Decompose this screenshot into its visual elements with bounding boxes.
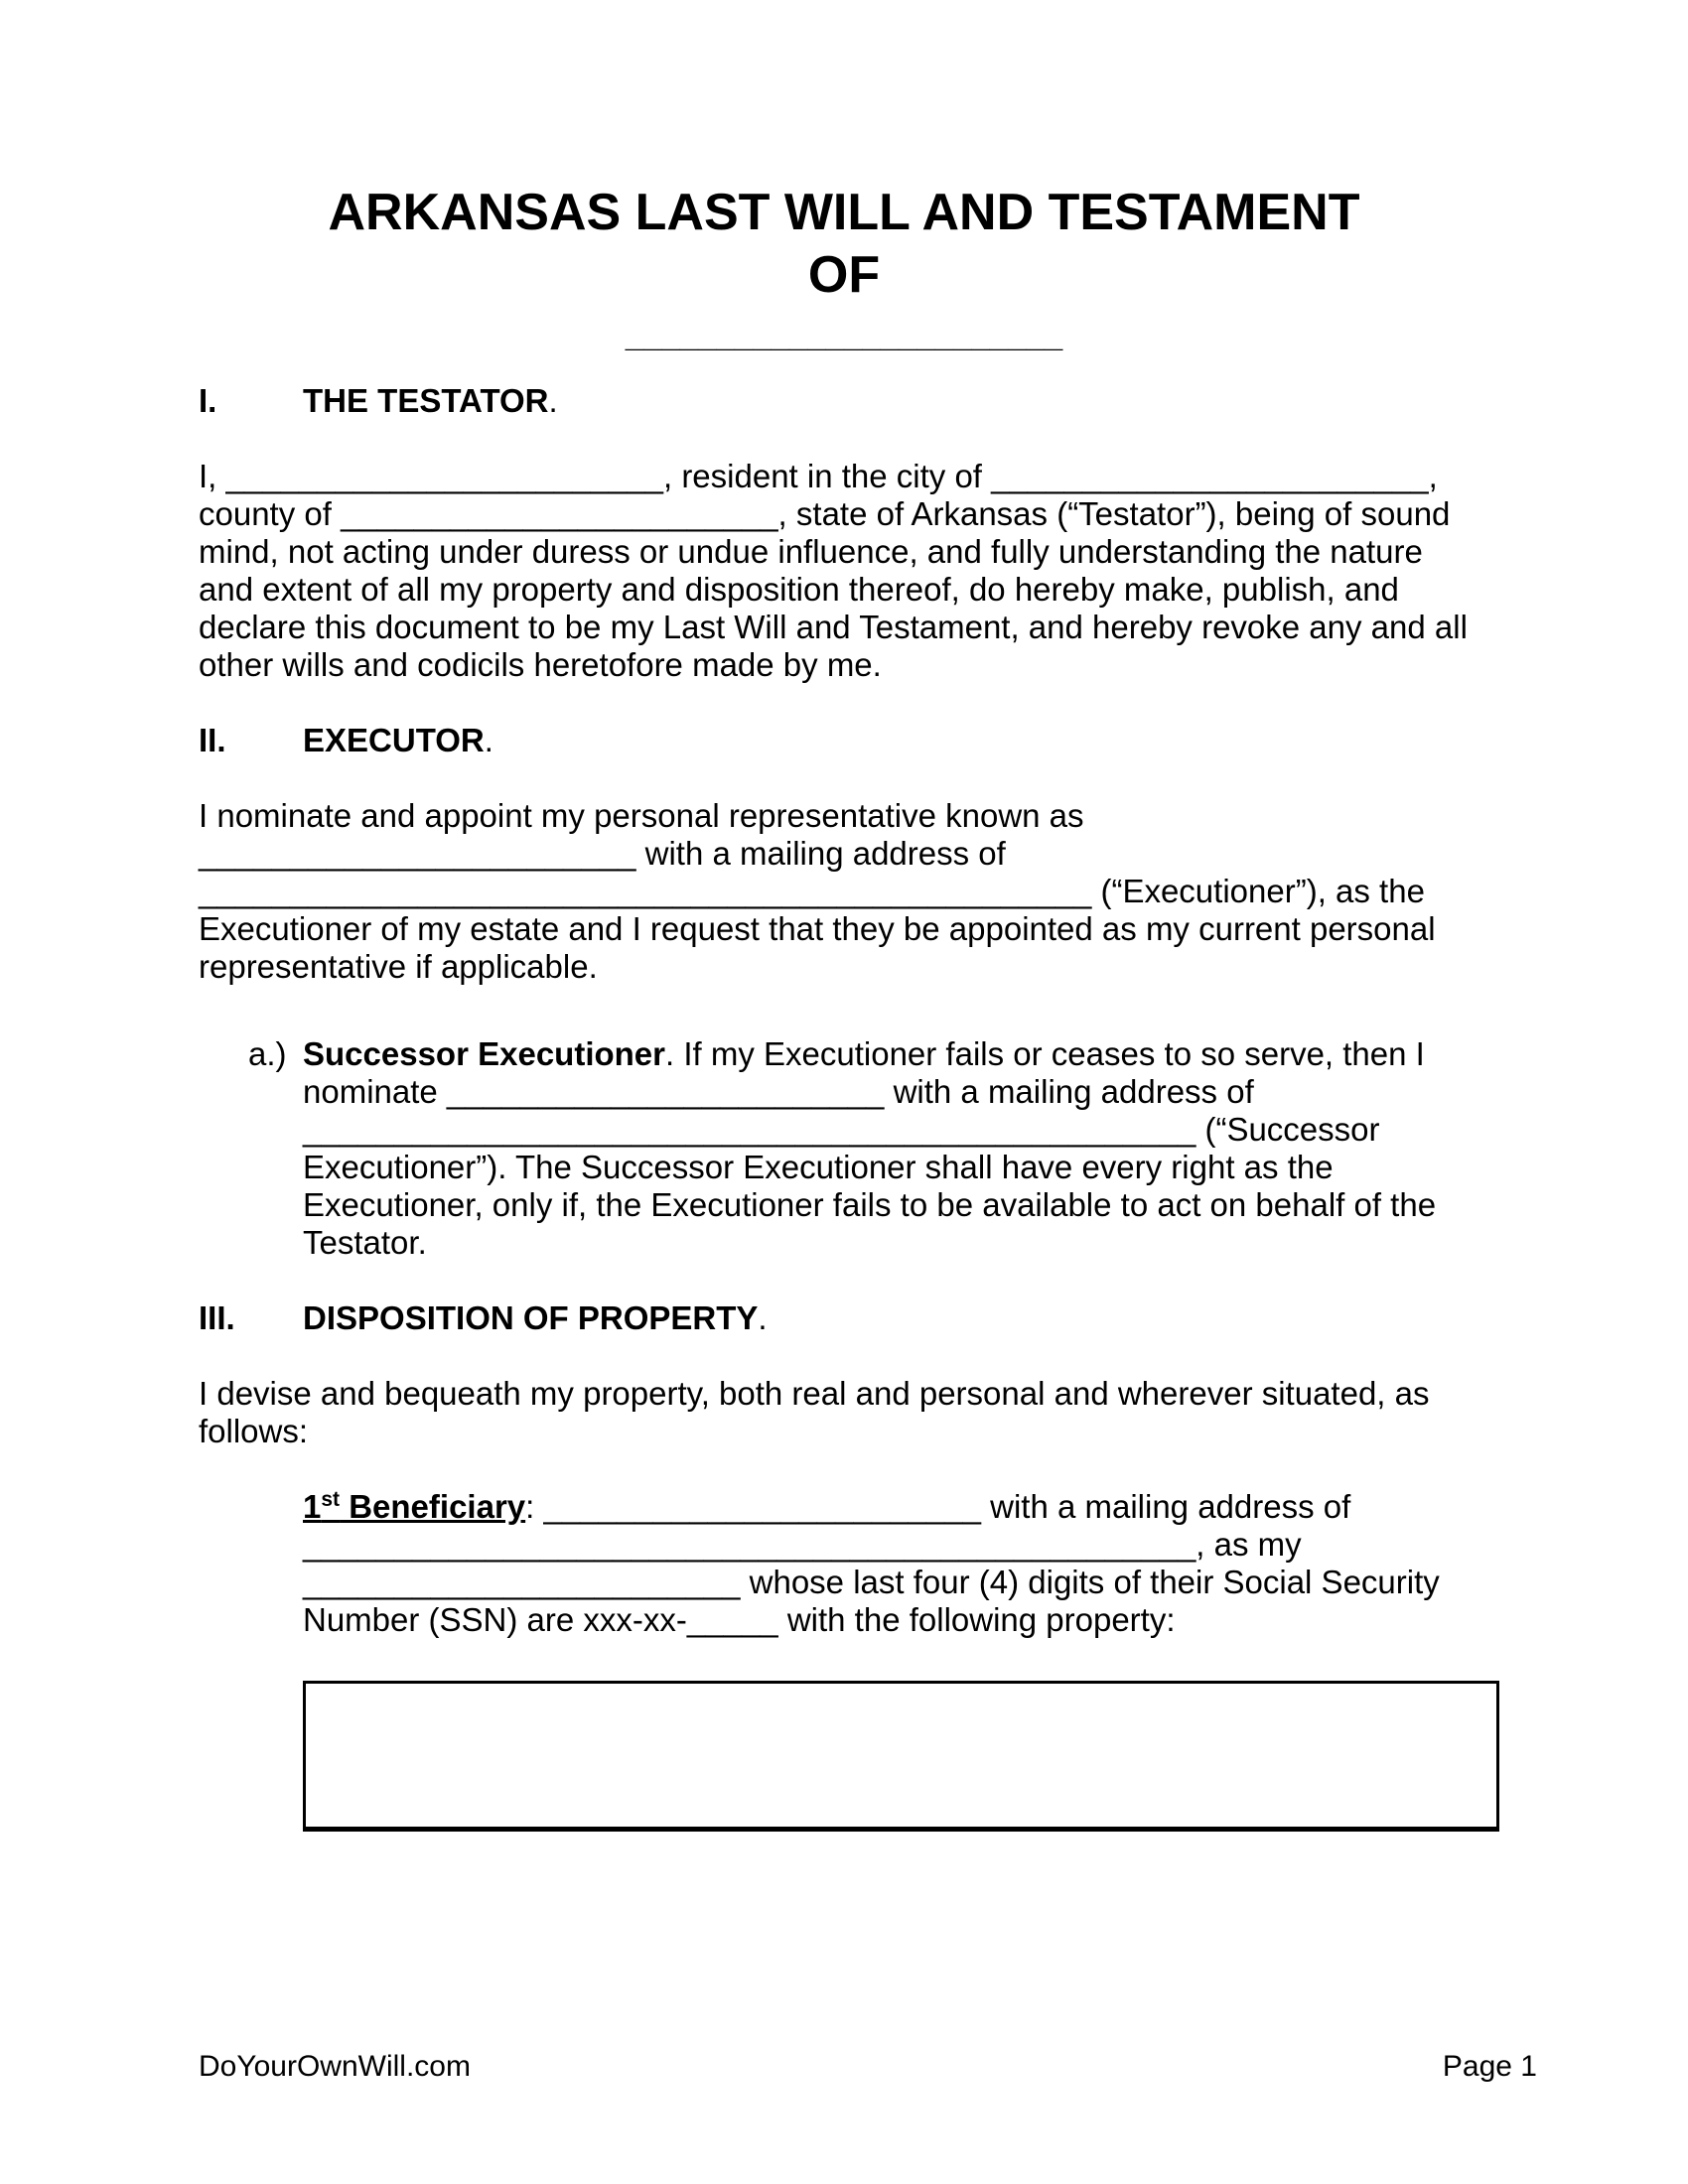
paragraph-line: I, ________________________, resident in the city of ________________________, <box>199 458 1438 494</box>
paragraph-line: declare this document to be my Last Will and Testament, and hereby revoke any and all <box>199 609 1468 645</box>
paragraph-line <box>248 1035 1489 1073</box>
property-description-box <box>303 1681 1499 1832</box>
list-item-marker: a.) <box>248 1035 287 1072</box>
first-beneficiary-clause <box>303 1488 1489 1639</box>
paragraph-line: _________________________________________________ (“Successor <box>303 1111 1380 1148</box>
paragraph-line: and extent of all my property and disposition thereof, do hereby make, publish, and <box>199 571 1399 608</box>
paragraph-line: other wills and codicils heretofore made by me. <box>199 646 882 683</box>
section-title: EXECUTOR. <box>303 722 493 758</box>
section-heading-testator <box>199 382 1489 420</box>
paragraph-line: follows: <box>199 1413 309 1449</box>
footer-page-number: Page 1 <box>1442 2050 1537 2083</box>
testator-paragraph <box>199 458 1489 684</box>
disposition-paragraph <box>199 1375 1489 1450</box>
title-line-2: OF <box>807 246 881 304</box>
paragraph-line: Testator. <box>303 1224 427 1261</box>
ordinal-superscript: st <box>321 1488 341 1511</box>
section-title: THE TESTATOR. <box>303 382 558 419</box>
paragraph-line: mind, not acting under duress or undue influence, and fully understanding the nature <box>199 533 1423 570</box>
title-line-1: ARKANSAS LAST WILL AND TESTAMENT <box>328 184 1360 241</box>
paragraph-line: Number (SSN) are xxx-xx-_____ with the following property: <box>303 1601 1176 1638</box>
paragraph-line: Executioner”). The Successor Executioner shall have every right as the <box>303 1149 1334 1185</box>
section-number: II. <box>199 722 226 758</box>
section-heading-executor <box>199 722 1489 759</box>
beneficiary-colon: : <box>525 1488 535 1525</box>
footer-site-name: DoYourOwnWill.com <box>199 2050 471 2083</box>
section-heading-disposition <box>199 1299 1489 1337</box>
paragraph-line <box>303 1488 1489 1526</box>
successor-executor-clause <box>248 1035 1489 1262</box>
document-content <box>199 0 1489 1832</box>
page-footer <box>199 2048 1537 2086</box>
document-title <box>199 182 1489 307</box>
paragraph-line: county of ________________________, state of Arkansas (“Testator”), being of sound <box>199 495 1451 532</box>
clause-lead-rest: . If my Executioner fails or ceases to so serve, then I <box>665 1035 1425 1072</box>
section-number: III. <box>199 1299 235 1336</box>
section-number: I. <box>199 382 217 419</box>
clause-lead-bold: Successor Executioner <box>303 1035 665 1072</box>
paragraph-line: _________________________________________________ (“Executioner”), as the <box>199 873 1425 909</box>
paragraph-line: nominate ________________________ with a mailing address of <box>303 1073 1254 1110</box>
paragraph-line: _________________________________________________, as my <box>303 1526 1302 1563</box>
paragraph-line: ________________________ whose last four (4) digits of their Social Security <box>303 1564 1440 1600</box>
section-title: DISPOSITION OF PROPERTY. <box>303 1299 768 1336</box>
paragraph-line: ________________________ with a mailing address of <box>199 835 1006 872</box>
paragraph-line: representative if applicable. <box>199 948 598 985</box>
beneficiary-label: 1st Beneficiary <box>303 1488 526 1525</box>
testator-name-blank-line: ________________________ <box>625 317 1063 353</box>
paragraph-line: I devise and bequeath my property, both real and personal and wherever situated, as <box>199 1375 1430 1412</box>
executor-paragraph <box>199 797 1489 986</box>
paragraph-line: Executioner of my estate and I request that they be appointed as my current personal <box>199 910 1436 947</box>
paragraph-line: I nominate and appoint my personal representative known as <box>199 797 1084 834</box>
beneficiary-line-rest: ________________________ with a mailing address of <box>534 1488 1351 1525</box>
paragraph-line: Executioner, only if, the Executioner fails to be available to act on behalf of the <box>303 1186 1437 1223</box>
